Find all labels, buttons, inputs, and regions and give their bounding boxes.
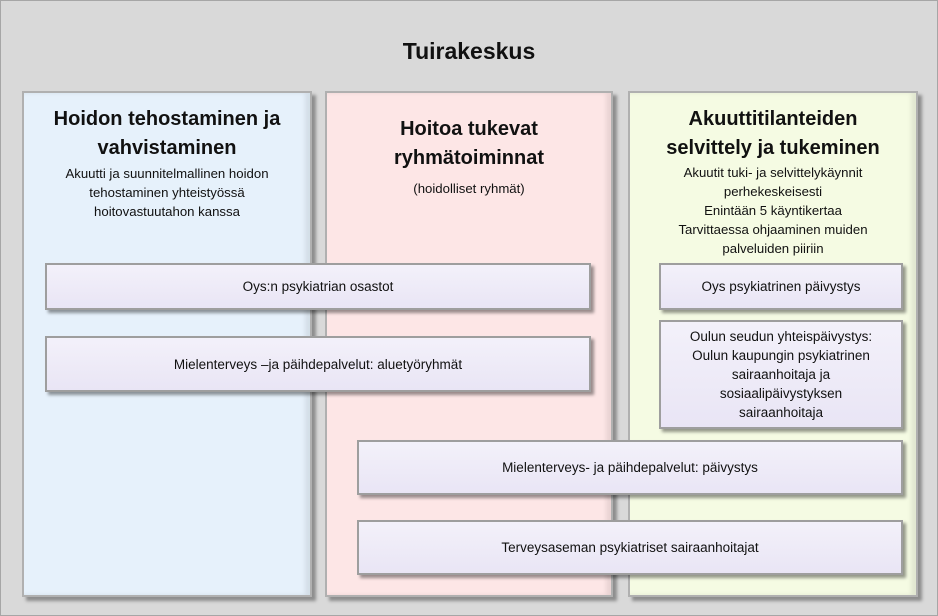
box-oys-paivystys-label: Oys psykiatrinen päivystys xyxy=(701,279,861,294)
box-terveysaseman-sairaanhoitajat xyxy=(357,520,903,575)
column-3-heading-line-2: selvittely ja tukeminen xyxy=(666,137,880,159)
column-2-desc-line-1: (hoidolliset ryhmät) xyxy=(413,181,525,196)
column-1-desc-line-3: hoitovastuutahon kanssa xyxy=(94,204,240,219)
box-seudun-line-3: sairaanhoitaja ja xyxy=(731,367,831,382)
box-oys-osastot-label: Oys:n psykiatrian osastot xyxy=(242,279,394,294)
box-seudun-line-2: Oulun kaupungin psykiatrinen xyxy=(692,348,870,363)
column-1-heading-line-2: vahvistaminen xyxy=(97,137,237,159)
box-seudun-line-4: sosiaalipäivystyksen xyxy=(719,386,843,401)
column-3-desc-line-3: Enintään 5 käyntikertaa xyxy=(704,203,842,218)
column-3-desc-line-4: Tarvittaessa ohjaaminen muiden xyxy=(678,222,868,237)
column-2-description xyxy=(335,179,603,198)
box-aluetyoryhmat xyxy=(45,336,591,392)
box-mt-paivystys-label: Mielenterveys- ja päihdepalvelut: päivystys xyxy=(502,460,758,475)
column-1-desc-line-1: Akuutti ja suunnitelmallinen hoidon xyxy=(65,166,269,181)
column-2-heading xyxy=(327,115,611,173)
column-1-description xyxy=(32,164,302,221)
column-3-desc-line-1: Akuutit tuki- ja selvittelykäynnit xyxy=(683,165,863,180)
column-2-heading-line-2: ryhmätoiminnat xyxy=(393,147,545,169)
box-oulun-seudun-yhteispaivystys xyxy=(659,320,903,429)
column-3-heading xyxy=(630,105,916,163)
column-3-description xyxy=(638,163,908,258)
column-3-desc-line-2: perhekeskeisesti xyxy=(723,184,823,199)
column-3-desc-line-5: palveluiden piiriin xyxy=(722,241,824,256)
box-seudun-line-1: Oulun seudun yhteispäivystys: xyxy=(689,329,873,344)
column-1-heading-line-1: Hoidon tehostaminen ja xyxy=(53,108,281,130)
column-2-heading-line-1: Hoitoa tukevat xyxy=(400,118,538,140)
box-mielenterveys-paivystys xyxy=(357,440,903,495)
box-oys-psykiatrian-osastot xyxy=(45,263,591,310)
diagram-title: Tuirakeskus xyxy=(402,38,536,64)
column-3-heading-line-1: Akuuttitilanteiden xyxy=(688,108,858,130)
box-aluetyoryhmat-label: Mielenterveys –ja päihdepalvelut: aluetyöryhmät xyxy=(173,356,463,372)
box-seudun-line-5: sairaanhoitaja xyxy=(738,405,824,420)
box-oys-psykiatrinen-paivystys xyxy=(659,263,903,310)
column-1-heading xyxy=(24,105,310,163)
column-1-desc-line-2: tehostaminen yhteistyössä xyxy=(89,185,245,200)
box-terveysasema-label: Terveysaseman psykiatriset sairaanhoitajat xyxy=(501,540,759,555)
